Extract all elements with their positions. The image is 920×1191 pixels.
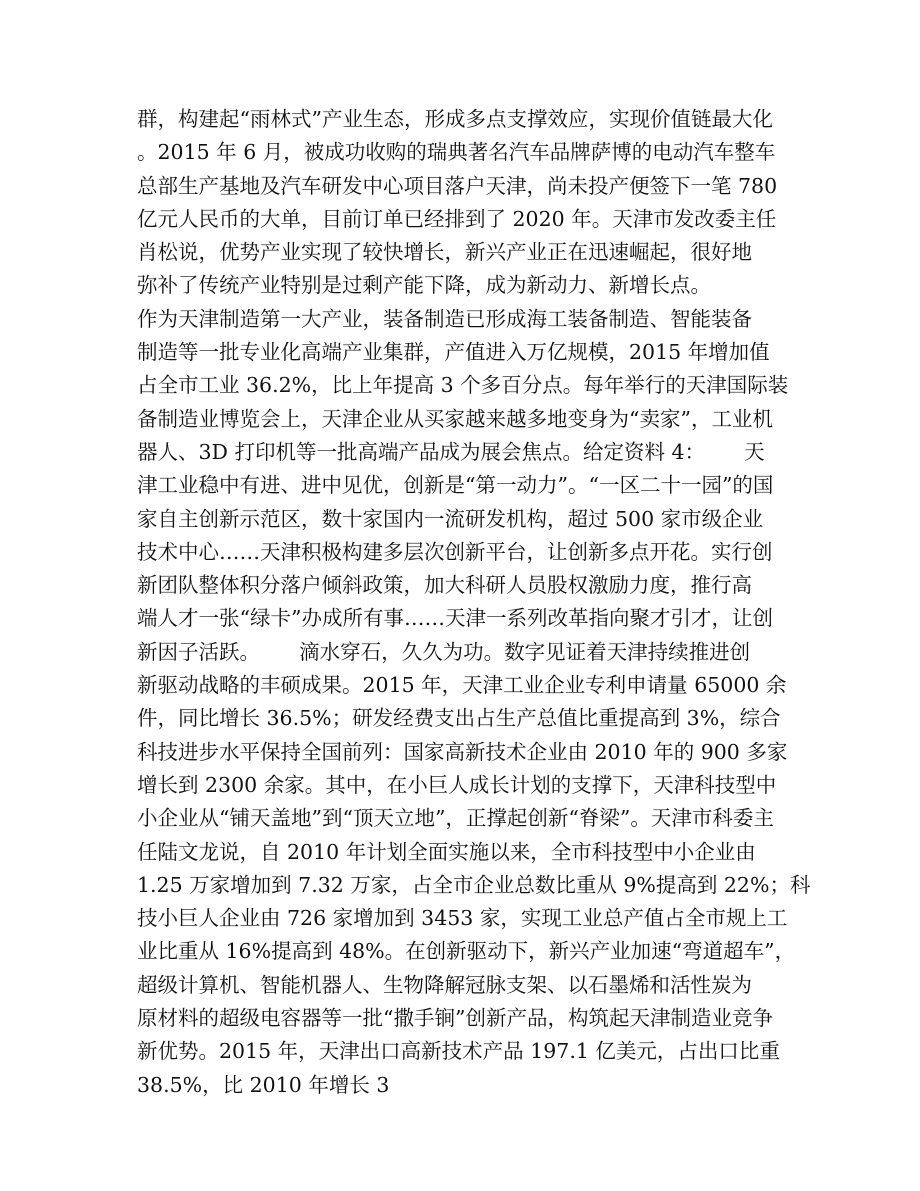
text-line: 作为天津制造第一大产业，装备制造已形成海工装备制造、智能装备 bbox=[137, 306, 752, 331]
text-line: 家自主创新示范区，数十家国内一流研发机构，超过 500 家市级企业 bbox=[137, 506, 764, 531]
text-line: 原材料的超级电容器等一批“撒手锏”创新产品，构筑起天津制造业竞争 bbox=[137, 1006, 773, 1031]
text-line: 38.5%，比 2010 年增长 3 bbox=[137, 1072, 390, 1097]
text-line: 亿元人民币的大单，目前订单已经排到了 2020 年。天津市发改委主任 bbox=[137, 206, 777, 231]
text-line: 总部生产基地及汽车研发中心项目落户天津，尚未投产便签下一笔 780 bbox=[137, 173, 778, 198]
text-line: 端人才一张“绿卡”办成所有事……天津一系列改革指向聚才引才，让创 bbox=[137, 606, 773, 631]
text-line: 新因子活跃。 滴水穿石，久久为功。数字见证着天津持续推进创 bbox=[137, 639, 751, 664]
text-line: 1.25 万家增加到 7.32 万家，占全市企业总数比重从 9%提高到 22%；科 bbox=[137, 872, 811, 897]
text-line: 弥补了传统产业特别是过剩产能下降，成为新动力、新增长点。 bbox=[137, 273, 711, 298]
text-line: 新优势。2015 年，天津出口高新技术产品 197.1 亿美元，占出口比重 bbox=[137, 1039, 780, 1064]
document-body bbox=[137, 103, 811, 1102]
text-line: 增长到 2300 余家。其中，在小巨人成长计划的支撑下，天津科技型中 bbox=[137, 772, 777, 797]
text-line: 任陆文龙说，自 2010 年计划全面实施以来，全市科技型中小企业由 bbox=[137, 839, 756, 864]
text-line: 制造等一批专业化高端产业集群，产值进入万亿规模，2015 年增加值 bbox=[137, 340, 770, 365]
text-line: 业比重从 16%提高到 48%。在创新驱动下，新兴产业加速“弯道超车”， bbox=[137, 939, 796, 964]
text-line: 器人、3D 打印机等一批高端产品成为展会焦点。给定资料 4： 天 bbox=[137, 439, 765, 464]
text-line: 备制造业博览会上，天津企业从买家越来越多地变身为“卖家”，工业机 bbox=[137, 406, 773, 431]
text-line: 新驱动战略的丰硕成果。2015 年，天津工业企业专利申请量 65000 余 bbox=[137, 673, 787, 698]
text-line: 群，构建起“雨林式”产业生态，形成多点支撑效应，实现价值链最大化 bbox=[137, 107, 773, 131]
text-line: 津工业稳中有进、进中见优，创新是“第一动力”。“一区二十一园”的国 bbox=[137, 473, 774, 498]
text-line: 新团队整体积分落户倾斜政策，加大科研人员股权激励力度，推行高 bbox=[137, 573, 752, 598]
text-line: 件，同比增长 36.5%；研发经费支出占生产总值比重提高到 3%，综合 bbox=[137, 706, 781, 731]
text-line: 科技进步水平保持全国前列：国家高新技术企业由 2010 年的 900 多家 bbox=[137, 739, 788, 764]
text-line: 。2015 年 6 月，被成功收购的瑞典著名汽车品牌萨博的电动汽车整车 bbox=[137, 140, 776, 165]
text-line: 技小巨人企业由 726 家增加到 3453 家，实现工业总产值占全市规上工 bbox=[137, 906, 788, 931]
text-line: 肖松说，优势产业实现了较快增长，新兴产业正在迅速崛起，很好地 bbox=[137, 240, 752, 265]
text-line: 小企业从“铺天盖地”到“顶天立地”，正撑起创新“脊梁”。天津市科委主 bbox=[137, 806, 774, 831]
text-line: 技术中心……天津积极构建多层次创新平台，让创新多点开花。实行创 bbox=[137, 539, 773, 564]
text-line: 超级计算机、智能机器人、生物降解冠脉支架、以石墨烯和活性炭为 bbox=[137, 972, 752, 997]
text-line: 占全市工业 36.2%，比上年提高 3 个多百分点。每年举行的天津国际装 bbox=[137, 373, 789, 398]
